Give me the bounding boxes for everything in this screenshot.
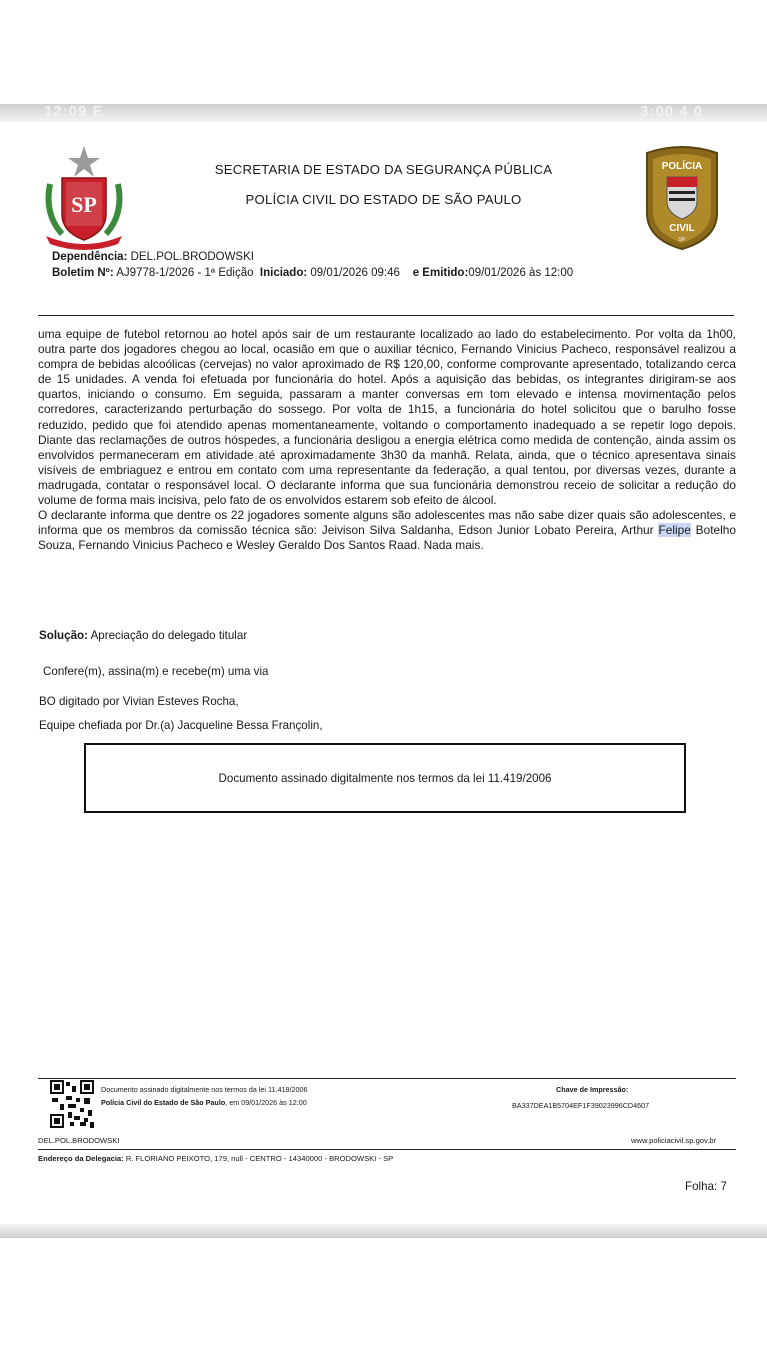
report-paragraph-2: [38, 508, 736, 553]
emitido-value: 09/01/2026 às 12:00: [468, 267, 574, 279]
boletim-value: AJ9778-1/2026 - 1ª Edição: [116, 267, 254, 279]
boletim-label: Boletim Nº:: [52, 267, 114, 279]
boletim-line: [52, 267, 573, 279]
badge-bottom-text: CIVIL: [669, 223, 695, 234]
scan-header-right: 3:00 4 0: [640, 103, 704, 120]
badge-top-text: POLÍCIA: [661, 161, 703, 172]
footer-doc-line-2: [101, 1098, 307, 1107]
solucao-label: Solução:: [39, 629, 88, 642]
scan-bottom-band: [0, 1224, 767, 1238]
equipe-line: Equipe chefiada por Dr.(a) Jacqueline Bessa Françolin,: [39, 719, 323, 732]
solucao-line: [39, 629, 247, 642]
dependencia-label: Dependência:: [52, 251, 128, 263]
footer-signed-date: , em 09/01/2026 às 12:00: [225, 1098, 307, 1107]
footer-org-name: Polícia Civil do Estado de São Paulo: [101, 1098, 226, 1107]
chave-value: BA337DEA1B5704EF1F39023996CD4607: [512, 1101, 650, 1110]
footer-website[interactable]: www.policiacivil.sp.gov.br: [631, 1136, 717, 1145]
qr-code-icon: [50, 1080, 94, 1128]
badge-small-text: SP: [678, 237, 686, 243]
iniciado-label: Iniciado:: [259, 267, 308, 279]
chave-label: Chave de Impressão:: [556, 1085, 629, 1094]
highlighted-word: Felipe: [658, 523, 691, 538]
report-body: [38, 327, 736, 553]
digitado-line: BO digitado por Vivian Esteves Rocha,: [39, 695, 239, 708]
footer-mid-rule: [38, 1149, 736, 1150]
scan-header-left: 12:09 E: [44, 103, 104, 120]
dependencia-line: [52, 251, 254, 263]
page-number: Folha: 7: [685, 1180, 727, 1193]
header-secretaria: SECRETARIA DE ESTADO DA SEGURANÇA PÚBLICA: [214, 162, 553, 177]
footer-doc-line-1: Documento assinado digitalmente nos termos da lei 11.419/2006: [101, 1085, 308, 1094]
header-policia-civil: POLÍCIA CIVIL DO ESTADO DE SÃO PAULO: [245, 192, 522, 207]
emitido-label: e Emitido:: [412, 267, 469, 279]
paragraph-2-end: Botelho Souza, Fernando Vinicius Pacheco e Wesley Geraldo Dos Santos Raad. Nada mais.: [38, 523, 736, 553]
footer-delegacia: DEL.POL.BRODOWSKI: [38, 1136, 120, 1145]
seal-letters: SP: [71, 192, 97, 217]
iniciado-value: 09/01/2026 09:46: [310, 267, 400, 279]
dependencia-value: DEL.POL.BRODOWSKI: [130, 251, 254, 263]
endereco-label: Endereço da Delegacia:: [38, 1154, 124, 1163]
endereco-value: R. FLORIANO PEIXOTO, 179, null - CENTRO - 14340000 - BRODOWSKI - SP: [125, 1154, 394, 1163]
header-divider: [38, 315, 734, 316]
paragraph-2-start: O declarante informa que dentre os 22 jogadores somente alguns são adolescentes mas não sabe dizer quais são adolescentes, e informa que os membros da comissão técnica são: Jeivison Silva Saldanha, Edson Junior Lobato Pereira, Arthur: [38, 508, 736, 538]
signature-box-text: Documento assinado digitalmente nos termos da lei 11.419/2006: [218, 771, 552, 785]
policia-civil-badge-icon: [641, 143, 723, 251]
digital-signature-box: [84, 743, 686, 813]
confere-line: Confere(m), assina(m) e recebe(m) uma via: [43, 665, 269, 678]
solucao-value: Apreciação do delegado titular: [90, 629, 248, 642]
footer-endereco: [38, 1154, 393, 1163]
report-paragraph-1: uma equipe de futebol retornou ao hotel após sair de um restaurante localizado ao lado do estabelecimento. Por volta da 1h00, outra parte dos jogadores chegou ao local, ocasião em que o auxiliar técnico, Fernando Vinicius Pacheco, responsável realizou a compra de bebidas alcoólicas (cervejas) no valor aproximado de R$ 120,00, conforme comprovante apresentado, totalizando cerca de 15 unidades. A venda foi efetuada por funcionária do hotel. Após a aquisição das bebidas, os integrantes dirigiram-se aos quartos, iniciando o consumo. Em seguida, passaram a manter conversas em tom elevado e intensa movimentação pelos corredores, caracterizando perturbação do sossego. Por volta de 1h15, a funcionária do hotel solicitou que o barulho fosse reduzido, pedido que foi atendido apenas momentaneamente, voltando o comportamento inadequado a se repetir logo depois. Diante das reclamações de outros hóspedes, a funcionária desligou a energia elétrica como medida de contenção, ainda assim os envolvidos permaneceram em atividade até aproximadamente 3h30 da manhã. Relata, ainda, que o técnico apresentava sinais visíveis de embriaguez e entrou em contato com uma representante da federação, a qual tentou, por diversas vezes, durante a madrugada, contatar o responsável local. O declarante informa que sua funcionária demonstrou receio de solicitar a redução do volume de forma mais incisiva, pelo fato de os envolvidos estarem sob efeito de álcool.: [38, 327, 736, 508]
footer-top-rule: [38, 1078, 736, 1079]
